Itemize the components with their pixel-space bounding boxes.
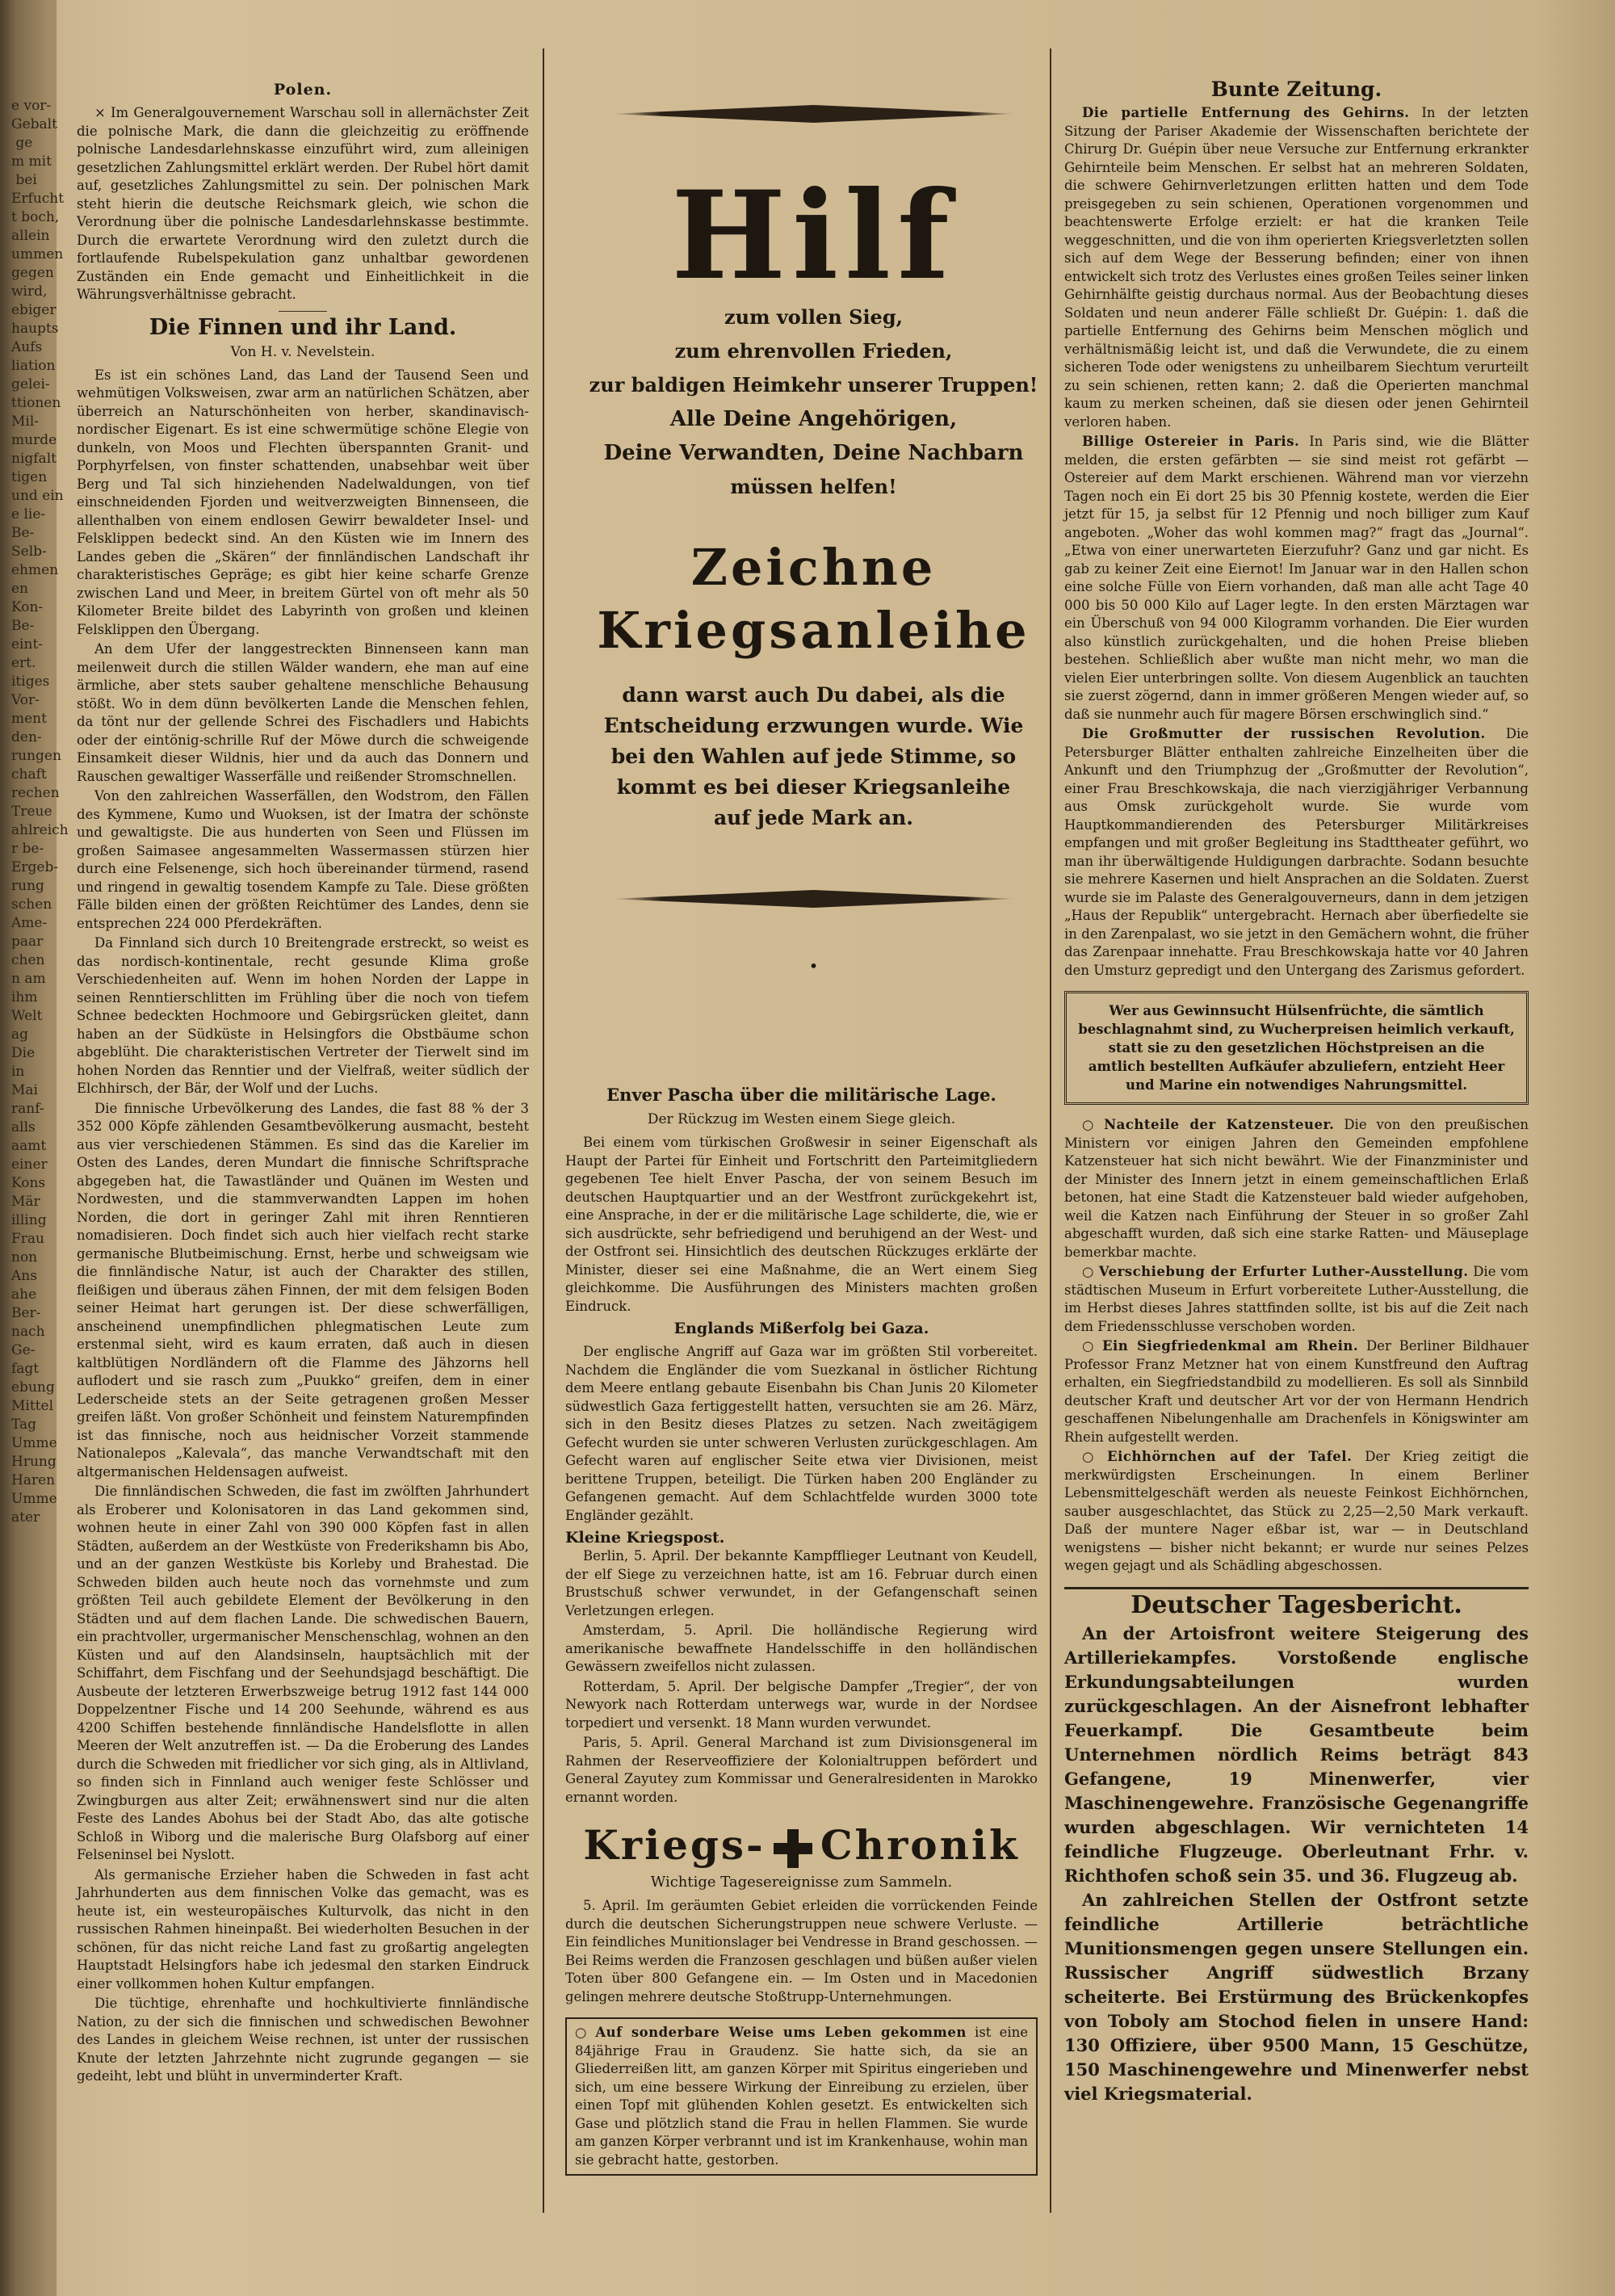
bunte-zeitung-heading: Bunte Zeitung. [1210,78,1382,101]
grossmutter-title: Die Großmutter der russischen Revolution. [1082,726,1486,741]
previous-page-fragment: schen [11,896,52,913]
previous-page-fragment: nigfalt [11,451,57,467]
tagesbericht-text [1064,1622,1529,2106]
bullet-ornament: • [808,956,819,976]
previous-page-fragment: den- [11,729,42,745]
previous-page-fragment: Umme [11,1435,57,1451]
previous-page-fragment: fagt [11,1361,40,1377]
previous-page-fragment: en [11,581,29,597]
previous-page-fragment: Mil- [11,413,40,430]
tagesbericht-paragraph: An zahlreichen Stellen der Ostfront setzte feindliche Artillerie beträchtliche Munitionsmengen gegen unsere Stellungen ein. Russischer Angriff südwestlich Brzany scheiterte. Bei Erstürmung des Brückenkopfes von Toboly am Stochod fielen in unsere Hand: 130 Offiziere, über 9500 Mann, 15 Geschütze, 150 Maschinengewehre und Minenwerfer nebst viel Kriegsmaterial. [1064,1889,1529,2104]
chronik-subtitle: Wichtige Tagesereignisse zum Sammeln. [650,1874,953,1891]
kleine-kriegspost-item: Paris, 5. April. General Marchand ist zum Divisionsgeneral im Rahmen der Reserveoffiziere der Kolonialtruppen befördert und General Zayutey zum Kommissar und Generalresidenten in Marokko ernannt worden. [565,1735,1038,1805]
circle-bullet-icon: ○ [1082,1338,1097,1354]
previous-page-fragment: ater [11,1509,40,1526]
chronik-title-left: Kriegs- [583,1821,766,1869]
previous-page-fragment: n am [11,971,46,987]
previous-page-fragment: nach [11,1324,45,1340]
previous-page-fragment: Kon- [11,599,44,615]
previous-page-fragment: illing [11,1212,47,1228]
previous-page-fragment: Be- [11,525,35,541]
finnen-paragraph: Die tüchtige, ehrenhafte und hochkultivierte finnländische Nation, zu der sich die finnischen und schwedischen Bewohner des Landes in gleichem Weise rechnen, ist unter der russischen Knute der letzten Jahrzehnte nicht zugrunde gegangen — sie gedeiht, lebt und blüht in unverminderter Kraft. [77,1996,529,2084]
previous-page-fragment: chen [11,952,45,968]
polen-text: × Im Generalgouvernement Warschau soll in allernächster Zeit die polnische Mark, die dann die gleichzeitig zu eröffnende polnische Landesdarlehnskasse einzuführt wird, zum alleinigen gesetzlichen Zahlungsmittel erklärt werden. Der Rubel hört damit auf, gesetzliches Zahlungsmittel zu sein. Der polnischen Mark steht hierin die deutsche Reichsmark gleich, wie schon die Verordnung über die polnische Landesdarlehnskasse bestimmte. Durch die erwartete Verordnung wird den zuletzt durch die fortlaufende Rubelspekulation ganz unhaltbar gewordenen Zuständen ein Ende gemacht und Einheitlichkeit in die Währungsverhältnisse gebracht. [77,105,529,302]
previous-page-fragment: chaft [11,766,47,783]
column-right [1064,77,1529,2106]
previous-page-fragment: eint- [11,636,44,653]
previous-page-fragment: Hrung [11,1454,57,1470]
previous-page-fragment: aamt [11,1138,47,1154]
column-rule-2 [1050,48,1051,2213]
katzen-title: Nachteile der Katzensteuer. [1104,1117,1335,1132]
finnen-article-body [77,367,529,2086]
rhein-text: Der Berliner Bildhauer Professor Franz Metzner hat von einem Kunstfreund den Auftrag erhalten, ein Siegfriedstandbild zu modellieren. Es soll als Sinnbild deutscher Kraft und deutscher Art vor der von Hermann Hendrich geschaffenen Nibelungenhalle am Drachenfels in Königswinter am Rhein aufgestellt werden. [1064,1338,1529,1445]
graudenz-title: Auf sonderbare Weise ums Leben gekommen [595,2025,967,2040]
previous-page-fragment: m mit [11,153,52,170]
previous-page-fragment: alls [11,1119,36,1135]
previous-page-fragment: r be- [11,841,44,857]
previous-page-fragment: Erfucht [11,191,65,207]
circle-bullet-icon: ○ [1082,1264,1094,1279]
gehirn-title: Die partielle Entfernung des Gehirns. [1082,105,1410,120]
grossmutter-text: Die Petersburger Blätter enthalten zahlreiche Einzelheiten über die Ankunft und den Triumphzug der „Großmutter der Revolution“, einer Frau Breschkowskaja, die nach vierzigjähriger Verbannung aus Omsk zurückgeholt wurde. Sie wurde vom Hauptkommandierenden des Petersburger Militärkreises empfangen und mit großer Begleitung ins Stadttheater geführt, wo man ihr überwältigende Huldigungen darbrachte. Sodann besuchte sie mehrere Kasernen und hielt Ansprachen an die Soldaten. Zuerst wurde sie im Palaste des Generalgouverneurs, dann in dem jetzigen „Haus der Republik“ untergebracht. Hernach aber überfiedelte sie in den Zarenpalast, wo sie jetzt in den Gemächern wohnt, die früher das Zarenpaar innehatte. Frau Breschkowskaja hatte vor 40 Jahren den Umsturz gepredigt und den Untergang des Zarismus gefordert. [1064,726,1529,978]
ad-paragraph: dann warst auch Du dabei, als die Entscheidung erzwungen wurde. Wie bei den Wahlen auf jede Stimme, so kommt es bei dieser Kriegsanleihe auf jede Mark an. [603,683,1024,829]
finnen-byline: Von H. v. Nevelstein. [230,343,375,360]
chronik-text: 5. April. Im geräumten Gebiet erleiden die vorrückenden Feinde durch die deutschen Sicherungstruppen neue schwere Verluste. — Ein feindliches Munitionslager bei Vendresse in Brand geschossen. — Bei Reims werden die Franzosen geschlagen und büßen außer vielen Toten über 800 Gefangene ein. — Im Osten und in Macedonien gelingen mehrere deutsche Stoßtrupp-Unternehmungen. [565,1898,1038,2004]
eich-title: Eichhörnchen auf der Tafel. [1107,1449,1353,1464]
previous-page-fragment: Die [11,1045,36,1061]
finnen-paragraph: Als germanische Erzieher haben die Schweden in fast acht Jahrhunderten aus dem finnischen Volke das gemacht, was es heute ist, ein westeuropäisches Kulturvolk, das nicht in den russischen Rahmen hineinpaßt. Bei wiederholten Besuchen in der schönen, für das nicht reiche Land fast zu großartig angelegten Hauptstadt Helsingfors habe ich jedesmal den starken Eindruck einer vollkommen hohen Kultur empfangen. [77,1866,529,1992]
ad-line: müssen helfen! [730,475,897,498]
previous-page-fragment: wird, [11,283,48,300]
deutscher-tagesbericht [1064,1587,1529,2106]
ad-line: zur baldigen Heimkehr unserer Truppen! [589,373,1038,397]
ad-line: zum ehrenvollen Frieden, [674,339,953,363]
previous-page-fragment: Ame- [11,915,48,931]
eier-text: In Paris sind, wie die Blätter melden, die ersten gefärbten — sie sind meist rot gefärbt — Ostereier auf dem Markt erschienen. Während man vor vierzehn Tagen noch ein Ei dort 25 bis 30 Pfennig kostete, werden die Eier jetzt für 15, ja selbst für 12 Pfennig und noch billiger zum Kauf angeboten. „Woher das wohl kommen mag?“ fragt das „Journal“. „Etwa von einer unerwarteten Eierzufuhr? Ganz und gar nicht. Es gab zu keiner Zeit eine Eiernot! Im Januar war in den Hallen schon eine solche Fülle von Eiern vorhanden, daß man alle acht Tage 40 000 bis 50 000 Kilo auf Lager legte. In den ersten Märztagen war ein Überschuß von 94 000 Kilogramm vorhanden. Die Eier wurden also künstlich zurückgehalten, und die hohen Preise blieben bestehen. Schließlich aber wußte man nicht mehr, wo man die vielen Eier unterbringen sollte. Von diesem Augenblick an tauchten sie zuerst zögernd, dann in immer größeren Mengen wieder auf, so daß sie nunmehr auch für magere Börsen erschwinglich sind.“ [1064,434,1529,722]
previous-page-fragment: Ans [11,1268,37,1284]
ornament-rule-top [612,105,1016,123]
ad-hilf-title: Hilf [671,165,956,307]
previous-page-fragment: Mai [11,1082,38,1098]
previous-page-fragment: Mär [11,1194,40,1210]
previous-page-fragment: e vor- [11,98,52,114]
chronik-title-right: Chronik [820,1821,1020,1869]
luther-title: Verschiebung der Erfurter Luther-Ausstellung. [1098,1264,1469,1279]
previous-page-fragment: ummen [11,246,64,262]
finnen-paragraph: Die finnländischen Schweden, die fast im zwölften Jahrhundert als Eroberer und Kolonisatoren in das Land gekommen sind, wohnen heute in einer Zahl von 390 000 Köpfen fast in allen Städten, außerdem an der Westküste von Frederikshamn bis Abo, und an der ganzen Westküste bis Korleby und Brahestad. Die Schweden bilden auch heute noch das vornehmste und zum größten Teil auch gebildete Element der Bevölkerung in den Städten und auf dem flachen Lande. Die schwedischen Bauern, ein prachtvoller, urgermanischer Menschenschlag, wohnen an den Küsten und auf den Alandsinseln, hauptsächlich mit der Schiffahrt, dem Fischfang und der Seehundsjagd beschäftigt. Die Ausbeute der letzteren Erwerbszweige betrug 1912 fast 144 000 Doppelzentner Fische und 14 200 Seehunde, während es aus 4200 Schiffen bestehende finnländische Handelsflotte in allen Meeren der Welt anzutreffen ist. — Da die Eroberung des Landes durch die Schweden mit friedlicher vor sich ging, als in Altlivland, so finden sich in Finnland auch weniger feste Schlösser und Zwingburgen aus alter Zeit; erwähnenswert sind nur die alten Feste des Landes Abohus bei der Stadt Abo, das alte gotische Schloß in Wiborg und die malerische Burg Olafsborg auf einer Felseninsel bei Nyslott. [77,1484,529,1862]
column-middle [565,1082,1038,2176]
previous-page-fragment: ebung [11,1379,55,1396]
previous-page-fragment: Ge- [11,1342,36,1358]
previous-page-fragment: rung [11,878,44,894]
previous-page-fragment: murde [11,432,57,448]
ad-line: zum vollen Sieg, [724,305,903,329]
previous-page-fragment: ahlreich [11,822,69,838]
previous-page-fragment: Gebalt [11,116,57,132]
finnen-paragraph: Es ist ein schönes Land, das Land der Tausend Seen und wehmütigen Volksweisen, zwar arm an natürlichen Schätzen, aber überreich an Naturschönheiten von herber, skandinavisch-nordischer Eigenart. Es ist eine schwermütige schöne Elegie von dunkeln, von Moos und Flechten überspannten Granit- und Porphyrfelsen, von finster schattenden, unabsehbar weit über Berg und Tal sich hinziehenden Nadelwaldungen, von tief einschneidenden Fjorden und weitverzweigten Binnenseen, die allenthalben von einem endlosen Gewirr bewaldeter Insel- und Felsklippen bedeckt sind. An den Küsten wie im Innern des Landes geben die „Skären“ der finnländischen Landschaft ihr charakteristisches Gepräge; es gibt hier keine scharfe Grenze zwischen Land und Meer, in breitem Gürtel von oft mehr als 50 Kilometer Breite bildet des Labyrinth von großen und kleinen Felsklippen den Übergang. [77,367,529,637]
previous-page-fragment: non [11,1249,38,1266]
enver-heading: Enver Pascha über die militärische Lage. [606,1085,996,1105]
enver-subheading: Der Rückzug im Westen einem Siege gleich. [647,1111,956,1127]
finnen-paragraph: Von den zahlreichen Wasserfällen, den Wodstrom, den Fällen des Kymmene, Kumo und Wuoksen, ist der Imatra der schönste und gewaltigste. Die aus hunderten von Seen und Flüssen im großen Saimasee angesammelten Wassermassen stürzen hier durch eine Felsenenge, sich hoch übereinander türmend, rasend und ringend in gewaltig tosendem Kampfe zu Tale. Diese größten Fälle bilden einen der größten Reichtümer des Landes, denn sie entsprechen 224 000 Pferdekräften. [77,788,529,931]
chronik-title [565,1820,1038,1871]
huelsenfruechte-notice: Wer aus Gewinnsucht Hülsenfrüchte, die sämtlich beschlagnahmt sind, zu Wucherpreisen heimlich verkauft, statt sie zu den gesetzlichen Höchstpreisen an die amtlich bestellten Aufkäufer abzuliefern, entzieht Heer und Marine ein notwendiges Nahrungsmittel. [1064,991,1529,1105]
previous-page-fragment: ttionen [11,395,61,411]
previous-page-fragment: allein [11,228,50,244]
iron-cross-icon [774,1829,812,1868]
previous-page-fragment: ehmen [11,562,59,578]
luther-text: Die vom städtischen Museum in Erfurt vorbereitete Luther-Ausstellung, die im Herbst dieses Jahres stattfinden sollte, ist bis auf die Zeit nach dem Friedensschlusse verschoben worden. [1064,1264,1529,1334]
previous-page-fragment: Kons [11,1175,46,1191]
previous-page-fragment: ert. [11,655,36,671]
previous-page-fragment: e lie- [11,506,46,523]
gaza-text: Der englische Angriff auf Gaza war im größten Stil vorbereitet. Nachdem die Engländer die vom Suezkanal in östlicher Richtung dem Meere entlang gebaute Eisenbahn bis Chan Junis 20 Kilometer südwestlich Gaza fertiggestellt hatten, versuchten sie am 26. März, sich in den Besitz dieses Platzes zu setzen. Nach zweitägigem Gefecht wurden sie unter schweren Verlusten zurückgeschlagen. Am Gefecht waren auf englischer Seite etwa vier Divisionen, meist berittene Truppen, beteiligt. Die Türken haben 200 Engländer zu Gefangenen gemacht. Auf dem Schlachtfelde wurden 3000 tote Engländer gezählt. [565,1344,1038,1523]
circle-bullet-icon: ○ [1082,1117,1100,1132]
eich-text: Der Krieg zeitigt die merkwürdigsten Erscheinungen. In einem Berliner Lebensmittelgeschäft werden als neueste Feinkost Eichhörnchen, sauber ausgeschlachtet, das Stück zu 2,25—2,50 Mark verkauft. Daß der muntere Nager eßbar ist, war — in Deutschland wenigstens — bisher nicht bekannt; er wurde nur seines Pelzes wegen gejagt und als Schädling abgeschossen. [1064,1449,1529,1573]
previous-page-fragment: Welt [11,1008,43,1024]
kleine-kriegspost-item: Berlin, 5. April. Der bekannte Kampfflieger Leutnant von Keudell, der elf Siege zu verzeichnen hatte, ist am 16. Februar durch einen Brustschuß schwer verwundet, in der Gefangenschaft seinen Verletzungen erlegen. [565,1548,1038,1618]
previous-page-fragment: Mittel [11,1398,54,1414]
previous-page-fragment: Aufs [11,339,43,355]
previous-page-fragment: Vor- [11,692,40,708]
previous-page-fragment: gelei- [11,376,50,392]
previous-page-fragment: Haren [11,1472,56,1488]
polen-heading: Polen. [273,81,333,99]
previous-page-fragment: einer [11,1156,48,1173]
previous-page-fragment: ahe [11,1287,37,1303]
previous-page-fragment: Umme [11,1491,57,1507]
rhein-title: Ein Siegfriedenkmal am Rhein. [1101,1338,1359,1354]
previous-page-fragment: bei [11,172,37,188]
circle-bullet-icon: ○ [575,2025,591,2040]
gehirn-text: In der letzten Sitzung der Pariser Akademie der Wissenschaften berichtete der Chirurg Dr. Guépin über neue Versuche zur Entfernung erkrankter Gehirnteile beim Menschen. Er selbst hat an mehreren Soldaten, die schwere Gehirnverletzungen erlitten hatten und dem Tode preisgegeben zu sein schienen, Operationen vorgenommen und beachtenswerte Erfolge erzielt: er hat die kranken Teile weggeschnitten, und die von ihm operierten Kriegsverletzten sollen sich auf dem Wege der Besserung befinden; einer von ihnen entwickelt sich trotz des Verlustes eines großen Teiles seiner linken Gehirnhälfte geistig durchaus normal. Aus der Beobachtung dieses Soldaten und neun anderer Fälle schließt Dr. Guépin: 1. daß die partielle Entfernung des Gehirns beim Menschen möglich und verhältnismäßig leicht ist, und daß die Verwundete, die zu einem sicheren Tode oder wenigstens zu unheilbarem Siechtum verurteilt zu sein schienen, retten kann; 2. daß die Operierten manchmal kaum zu merken scheinen, daß sie diesen oder jenen Gehirnteil verloren haben. [1064,105,1529,430]
kleine-heading: Kleine Kriegspost. [565,1529,725,1547]
previous-page-fragment: Selb- [11,544,47,560]
previous-page-fragment: ranf- [11,1101,44,1117]
finnen-paragraph: Da Finnland sich durch 10 Breitengrade erstreckt, so weist es das nordisch-kontinentale, recht gesunde Klima große Verschiedenheiten auf. Wenn im hohen Norden der Lappe in seinen Renntierschlitten im Frühling über die noch von tiefem Schnee bedeckten Hochmoore und Gebirgsrücken gleitet, dann haben an der Südküste in Helsingfors die Obstbäume schon abgeblüht. Die charakteristischen Vertreter der Tierwelt sind im hohen Norden das Renntier und der Vielfraß, weiter südlich der Elchhirsch, der Bär, der Wolf und der Luchs. [77,935,529,1096]
enver-text: Bei einem vom türkischen Großwesir in seiner Eigenschaft als Haupt der Partei für Einheit und Fortschritt den Parteimitgliedern gegebenen Tee hielt Enver Pascha, der von seinem Besuch im deutschen Hauptquartier und an der Westfront zurückgekehrt ist, eine Ansprache, in der er die militärische Lage schilderte, die, wie er sich ausdrückte, sehr befriedigend und beruhigend an der West- und der Ostfront sei. Hinsichtlich des deutschen Rückzuges erklärte der Minister, dieser sei eine Maßnahme, die an Wert einem Sieg gleichkomme. Die Ausführungen des Ministers machten großen Eindruck. [565,1135,1038,1314]
previous-page-fragment: paar [11,934,44,950]
previous-page-fragment: Frau [11,1231,45,1247]
previous-page-fragment: t boch, [11,209,60,225]
kleine-kriegspost-item: Rotterdam, 5. April. Der belgische Dampfer „Tregier“, der von Newyork nach Rotterdam unterwegs war, wurde in der Nordsee torpediert und versenkt. 18 Mann wurden verwundet. [565,1678,1038,1731]
previous-page-fragments [0,0,69,1527]
previous-page-fragment: Ber- [11,1305,41,1321]
previous-page-edge [0,0,69,2296]
circle-bullet-icon: ○ [1082,1449,1103,1464]
finnen-paragraph: An dem Ufer der langgestreckten Binnenseen kann man meilenweit durch die stillen Wälder wandern, ehe man auf eine ärmliche, aber stets sauber gehaltene menschliche Behausung stößt. Wo in dem dünn bevölkerten Lande die Menschen fehlen, da tönt nur der gellende Schrei des Fischadlers und Habichts oder der eintönig-schrille Ruf der Möwe durch die schweigende Einsamkeit dieser Wildnis, hier und da auch das Donnern und Rauschen gewaltiger Wasserfälle und reißender Stromschnellen. [77,641,529,784]
column-rule-1 [543,48,544,2213]
ad-line: Deine Verwandten, Deine Nachbarn [603,441,1024,465]
previous-page-fragment: gegen [11,265,54,281]
ad-zeichne: Zeichne [690,538,937,597]
column-left [77,77,529,2088]
previous-page-fragment: Tag [11,1417,37,1433]
previous-page-fragment: Be- [11,618,35,634]
previous-page-fragment: ment [11,711,47,727]
graudenz-text: ist eine 84jährige Frau in Graudenz. Sie hatte sich, da sie an Gliederreißen litt, am ganzen Körper mit Spiritus eingerieben und sich, um eine bessere Wirkung der Einreibung zu erzielen, über einen Topf mit glühenden Kohlen gesetzt. Es entwickelten sich Gase und plötzlich stand die Frau in hellen Flammen. Sie wurde am ganzen Körper verbrannt und ist im Krankenhause, wohin man sie gebracht hatte, gestorben. [575,2025,1029,2168]
previous-page-fragment: ihm [11,989,38,1005]
finnen-paragraph: Die finnische Urbevölkerung des Landes, die fast 88 % der 3 352 000 Köpfe zählenden Gesamtbevölkerung ausmacht, besteht aus vier verschiedenen Stämmen. Es sind das die Karelier im Osten des Landes, deren Mundart die finnische Schriftsprache abgegeben hat, die Tawastländer und Quänen im Westen und Nordwesten, und die stammverwandten Lappen im hohen Norden, die dort in geringer Zahl mit ihren Renntieren nomadisieren. Doch findet sich auch hier vielfach recht starke germanische Blutbeimischung. Ernst, herbe und schweigsam wie die finnländische Natur, ist auch der Charakter des stillen, fleißigen und überaus zähen Finnen, der mit dem felsigen Boden seiner Heimat hart gerungen ist. Der diese schwerfälligen, anscheinend unempfindlichen phlegmatischen Leute zum erstenmal sieht, wird es kaum erraten, daß auch in diesen kaltblütigen Nordländern oft die Flamme des Jähzorns hell auflodert und sie rasch zum „Puukko“ greifen, dem in einer Lederscheide stets an der Seite getragenen großen Messer greifen läßt. Von großer Schönheit und feinstem Naturempfinden ist das finnische, noch aus heidnischer Vorzeit stammende Nationalepos „Kalevala“, das manche Verwandtschaft mit den altgermanischen Heldensagen aufweist. [77,1100,529,1480]
eier-title: Billige Ostereier in Paris. [1082,434,1300,449]
previous-page-fragment: rungen [11,748,61,764]
kleine-kriegspost-items [565,1547,1038,1807]
previous-page-fragment: liation [11,358,56,374]
previous-page-fragment: und ein [11,488,64,504]
ad-line: Alle Deine Angehörigen, [669,407,958,431]
previous-page-fragment: itiges [11,674,50,690]
gaza-heading: Englands Mißerfolg bei Gaza. [673,1320,929,1337]
previous-page-fragment: rechen [11,785,60,801]
katzen-text: Die von den preußischen Ministern vor einigen Jahren den Gemeinden empfohlene Katzensteuer hat sich nicht bewährt. Wie der Finanzminister und der Minister des Innern jetzt in einem gemeinschaftlichen Erlaß betonen, hat eine Stadt die Katzensteuer bald wieder aufgehoben, weil die Katzen nach Einführung der Steuer in so großer Zahl abgeschafft wurden, daß sich eine starke Ratten- und Mäuseplage bemerkbar machte. [1064,1117,1529,1260]
tagesbericht-title: Deutscher Tagesbericht. [1130,1590,1462,1619]
kleine-kriegspost-item: Amsterdam, 5. April. Die holländische Regierung wird amerikanische bewaffnete Handelsschiffe in den holländischen Gewässern zweifellos nicht zulassen. [565,1622,1038,1674]
previous-page-fragment: haupts [11,321,59,337]
previous-page-fragment: Treue [11,804,52,820]
war-loan-advertisement [581,105,1046,976]
tagesbericht-paragraph: An der Artoisfront weitere Steigerung des Artilleriekampfes. Vorstoßende englische Erkundungsabteilungen wurden zurückgeschlagen. An der Aisnefront lebhafter Feuerkampf. Die Gesamtbeute beim Unternehmen nördlich Reims beträgt 843 Gefangene, 19 Minenwerfer, vier Maschinengewehre. Französische Gegenangriffe wurden abgeschlagen. Wir vernichteten 14 feindliche Flugzeuge. Oberleutnant Frhr. v. Richthofen schoß sein 35. und 36. Flugzeug ab. [1064,1622,1529,1886]
finnen-heading: Die Finnen und ihr Land. [149,314,457,340]
previous-page-fragment: in [11,1064,25,1080]
divider [279,311,327,312]
previous-page-fragment: ge [11,135,33,151]
previous-page-fragment: tigen [11,469,48,485]
previous-page-fragment: ebiger [11,302,57,318]
graudenz-article [565,2017,1038,2176]
ad-kriegsanleihe: Kriegsanleihe [597,601,1030,660]
kriegs-chronik [565,1820,1038,2006]
previous-page-fragment: ag [11,1026,29,1043]
previous-page-fragment: Ergeb- [11,859,59,875]
ornament-rule-bottom [612,890,1016,908]
